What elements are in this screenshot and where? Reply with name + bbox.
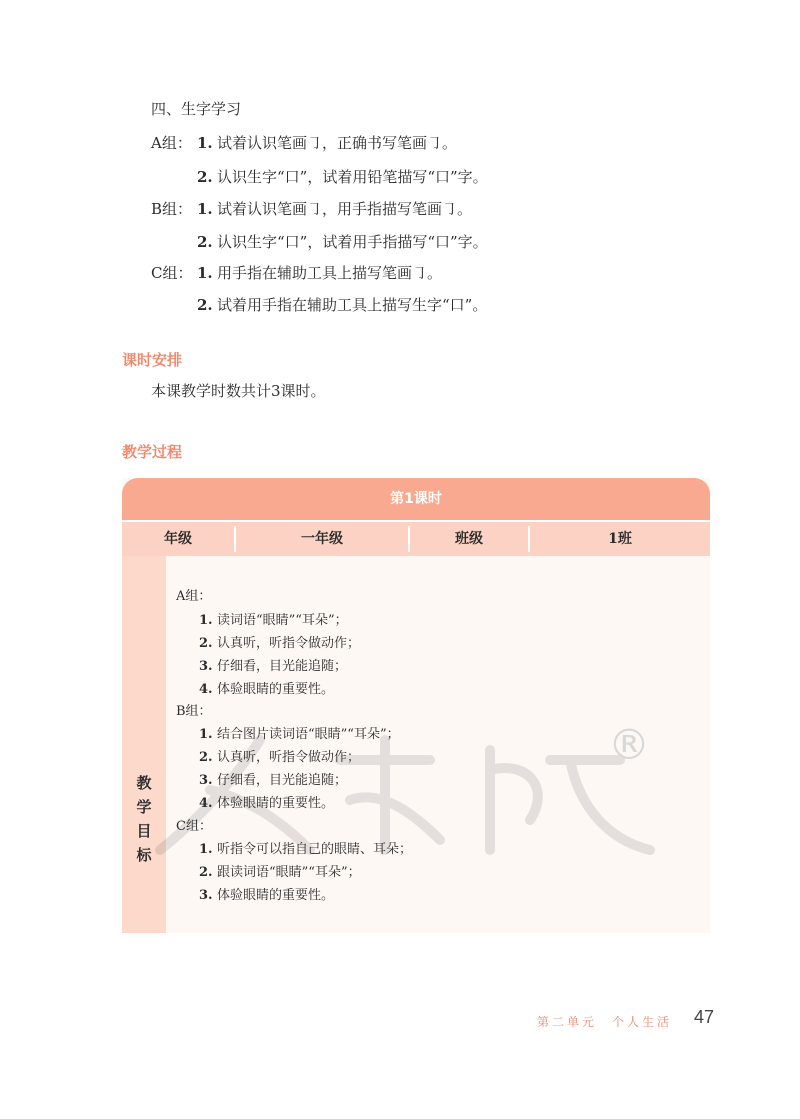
goal-number: 1.	[199, 842, 213, 857]
group-b-line-2	[197, 231, 488, 252]
table-title-bar	[122, 478, 710, 520]
group-a-line-2	[197, 166, 488, 187]
item-number: 2.	[197, 233, 213, 251]
table-title: 第1课时	[390, 491, 442, 507]
goal-number: 3.	[199, 659, 213, 674]
item-text: 用手指在辅助工具上描写笔画㇆。	[217, 264, 443, 282]
goal-number: 1.	[199, 727, 213, 742]
goals-label-char: 教	[136, 774, 152, 792]
goals-label-char: 目	[136, 822, 152, 840]
item-text: 试着认识笔画㇆，正确书写笔画㇆。	[217, 134, 458, 152]
group-a-line-1	[151, 132, 457, 153]
goal-item	[199, 678, 334, 697]
goal-number: 2.	[199, 636, 213, 651]
watermark-logo	[150, 730, 670, 860]
goal-item	[199, 632, 360, 651]
goal-text: 听指令可以指自己的眼睛、耳朵；	[217, 842, 413, 857]
goal-number: 4.	[199, 796, 213, 811]
item-number: 2.	[197, 168, 213, 186]
page-number: 47	[694, 1007, 715, 1027]
goal-item	[199, 655, 347, 674]
section-heading: 四、生字学习	[151, 100, 242, 118]
item-number: 2.	[197, 296, 213, 314]
grade-value-cell: 一年级	[301, 531, 343, 547]
goal-group-label: A组：	[176, 589, 212, 604]
goal-text: 读词语“眼睛”“耳朵”；	[217, 613, 348, 628]
goal-text: 体验眼睛的重要性。	[217, 682, 335, 697]
goal-text: 认真听，听指令做动作；	[217, 750, 361, 765]
schedule-text: 本课教学时数共计3课时。	[151, 382, 326, 400]
goal-item	[199, 884, 334, 903]
grade-label-cell: 年级	[164, 531, 192, 547]
goal-number: 2.	[199, 750, 213, 765]
goal-text: 跟读词语“眼睛”“耳朵”；	[217, 865, 361, 880]
group-b-line-1	[151, 198, 472, 219]
group-c-line-1	[151, 262, 442, 283]
goal-text: 结合图片读词语“眼睛”“耳朵”；	[217, 727, 400, 742]
goal-number: 1.	[199, 613, 213, 628]
goal-number: 3.	[199, 888, 213, 903]
item-text: 认识生字“口”，试着用铅笔描写“口”字。	[217, 168, 488, 186]
item-number: 1.	[197, 200, 213, 218]
goal-group-label: C组：	[176, 819, 212, 834]
goal-item	[199, 861, 361, 880]
group-label: A组：	[151, 134, 192, 152]
process-heading: 教学过程	[122, 443, 183, 461]
schedule-heading: 课时安排	[122, 351, 183, 369]
goal-item	[199, 609, 348, 628]
goal-text: 仔细看，目光能追随；	[217, 659, 348, 674]
item-text: 试着认识笔画㇆，用手指描写笔画㇆。	[217, 200, 473, 218]
group-c-line-2	[197, 294, 487, 315]
goals-label-char: 学	[136, 798, 152, 816]
item-number: 1.	[197, 134, 213, 152]
goal-text: 体验眼睛的重要性。	[217, 796, 335, 811]
table-header-row	[122, 520, 710, 556]
goal-number: 4.	[199, 682, 213, 697]
goals-label-char: 标	[136, 846, 152, 864]
item-text: 试着用手指在辅助工具上描写生字“口”。	[217, 296, 488, 314]
group-label: B组：	[151, 200, 193, 218]
goal-number: 2.	[199, 865, 213, 880]
goal-text: 仔细看，目光能追随；	[217, 773, 348, 788]
goal-text: 体验眼睛的重要性。	[217, 888, 335, 903]
goal-number: 3.	[199, 773, 213, 788]
item-number: 1.	[197, 264, 213, 282]
footer-unit-title: 第二单元 个人生活	[537, 1015, 673, 1029]
group-label: C组：	[151, 264, 193, 282]
goal-group-label: B组：	[176, 704, 212, 719]
item-text: 认识生字“口”，试着用手指描写“口”字。	[217, 233, 488, 251]
goal-text: 认真听，听指令做动作；	[217, 636, 361, 651]
class-label-cell: 班级	[455, 531, 483, 547]
class-value-cell: 1班	[608, 531, 632, 547]
registered-mark: ®	[608, 720, 650, 769]
